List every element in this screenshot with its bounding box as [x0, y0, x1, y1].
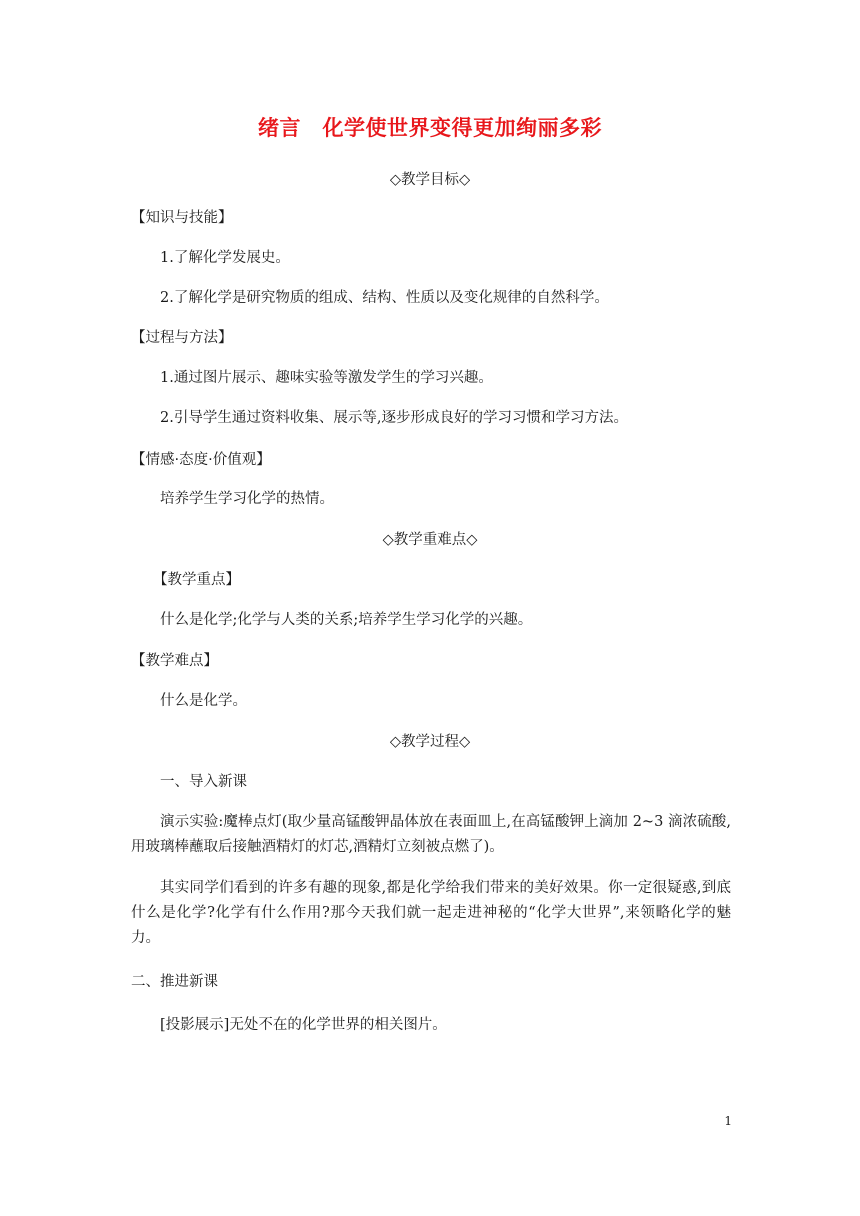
emotion-text: 培养学生学习化学的热情。	[160, 491, 334, 507]
section-heading-key: ◇教学重难点◇	[382, 532, 478, 548]
demo-paragraph: 演示实验:魔棒点灯(取少量高锰酸钾晶体放在表面皿上,在高锰酸钾上滴加 2~3 滴浓硫酸,用玻璃棒蘸取后接触酒精灯的灯芯,酒精灯立刻被点燃了)。	[131, 814, 731, 855]
step1-heading: 一、导入新课	[160, 774, 247, 790]
page-number: 1	[724, 1114, 732, 1128]
knowledge-item-1: 1.了解化学发展史。	[160, 250, 290, 266]
projection-text: [投影展示]无处不在的化学世界的相关图片。	[160, 1017, 447, 1033]
key-text: 什么是化学;化学与人类的关系;培养学生学习化学的兴趣。	[160, 612, 533, 628]
difficult-heading: 【教学难点】	[131, 653, 218, 669]
document-title: 绪言 化学使世界变得更加绚丽多彩	[258, 116, 602, 140]
step2-heading: 二、推进新课	[131, 974, 218, 990]
emotion-heading: 【情感·态度·价值观】	[131, 452, 271, 468]
knowledge-item-2: 2.了解化学是研究物质的组成、结构、性质以及变化规律的自然科学。	[160, 290, 609, 306]
knowledge-heading: 【知识与技能】	[131, 210, 233, 226]
section-heading-goals: ◇教学目标◇	[389, 172, 471, 188]
difficult-text: 什么是化学。	[160, 693, 247, 709]
key-heading: 【教学重点】	[153, 572, 240, 588]
section-heading-process: ◇教学过程◇	[389, 734, 471, 750]
intro-paragraph: 其实同学们看到的许多有趣的现象,都是化学给我们带来的美好效果。你一定很疑惑,到底什么是化学?化学有什么作用?那今天我们就一起走进神秘的“化学大世界”,来领略化学的魅力。	[131, 880, 731, 946]
process-heading: 【过程与方法】	[131, 330, 233, 346]
process-item-1: 1.通过图片展示、趣味实验等激发学生的学习兴趣。	[160, 370, 493, 386]
process-item-2: 2.引导学生通过资料收集、展示等,逐步形成良好的学习习惯和学习方法。	[160, 410, 628, 426]
